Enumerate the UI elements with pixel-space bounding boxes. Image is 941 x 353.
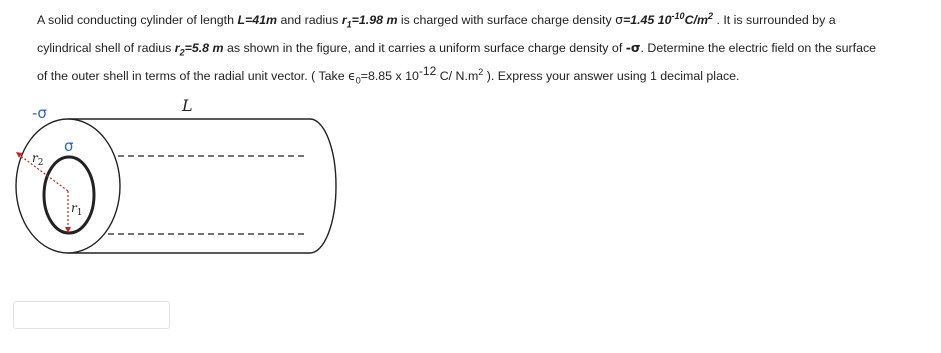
outer-charge-label: -σ — [32, 104, 47, 122]
cylinder-diagram — [10, 90, 350, 260]
outer-shell-far-end — [310, 119, 336, 253]
sigma-symbol: σ — [615, 12, 623, 27]
epsilon-unit: C/ N.m — [436, 69, 479, 83]
question-text-segment: is charged with surface charge density — [397, 13, 616, 27]
length-value: L=41m — [237, 13, 278, 27]
r2-symbol: r — [174, 41, 180, 55]
r1-label: $r_1$ — [71, 201, 83, 218]
question-text-segment: . Determine the electric field on the surface — [640, 41, 877, 55]
sigma-unit: C/m — [684, 13, 708, 27]
answer-input[interactable] — [13, 301, 170, 329]
question-line-1 — [37, 6, 932, 34]
epsilon-subscript: 0 — [355, 75, 361, 86]
question-text-segment: and radius — [277, 13, 342, 27]
length-label: L — [182, 96, 193, 115]
sigma-unit-exponent: 2 — [707, 10, 713, 21]
question-text-segment: A solid conducting cylinder of length — [37, 13, 238, 27]
question-text — [37, 6, 932, 90]
question-text-segment: cylindrical shell of radius — [37, 41, 175, 55]
question-text-segment: as shown in the figure, and it carries a uniform surface charge density of — [223, 41, 626, 55]
r2-label: $r_2$ — [32, 151, 44, 168]
neg-sigma-symbol: -σ — [625, 40, 641, 55]
epsilon-unit-exponent: 2 — [478, 66, 484, 77]
question-line-3 — [37, 62, 932, 90]
sigma-value: =1.45 10 — [622, 13, 672, 27]
r1-symbol: r — [341, 13, 347, 27]
inner-charge-label: σ — [64, 137, 74, 155]
r1-value: =1.98 m — [351, 13, 398, 27]
epsilon-value: =8.85 x 10 — [360, 69, 419, 83]
question-text-segment: ). Express your answer using 1 decimal place. — [483, 69, 740, 83]
question-text-segment: of the outer shell in terms of the radial unit vector. ( Take — [37, 69, 349, 83]
epsilon-exponent: -12 — [418, 63, 437, 78]
cylinder-figure — [10, 90, 350, 260]
question-line-2 — [37, 34, 932, 62]
epsilon-symbol: ϵ — [348, 68, 356, 83]
inner-cylinder-near-end — [44, 157, 94, 233]
r2-value: =5.8 m — [184, 41, 224, 55]
sigma-exponent: -10 — [671, 10, 685, 21]
r2-subscript: 2 — [179, 47, 185, 58]
question-text-segment: . It is surrounded by a — [713, 13, 836, 27]
r1-subscript: 1 — [346, 19, 352, 30]
